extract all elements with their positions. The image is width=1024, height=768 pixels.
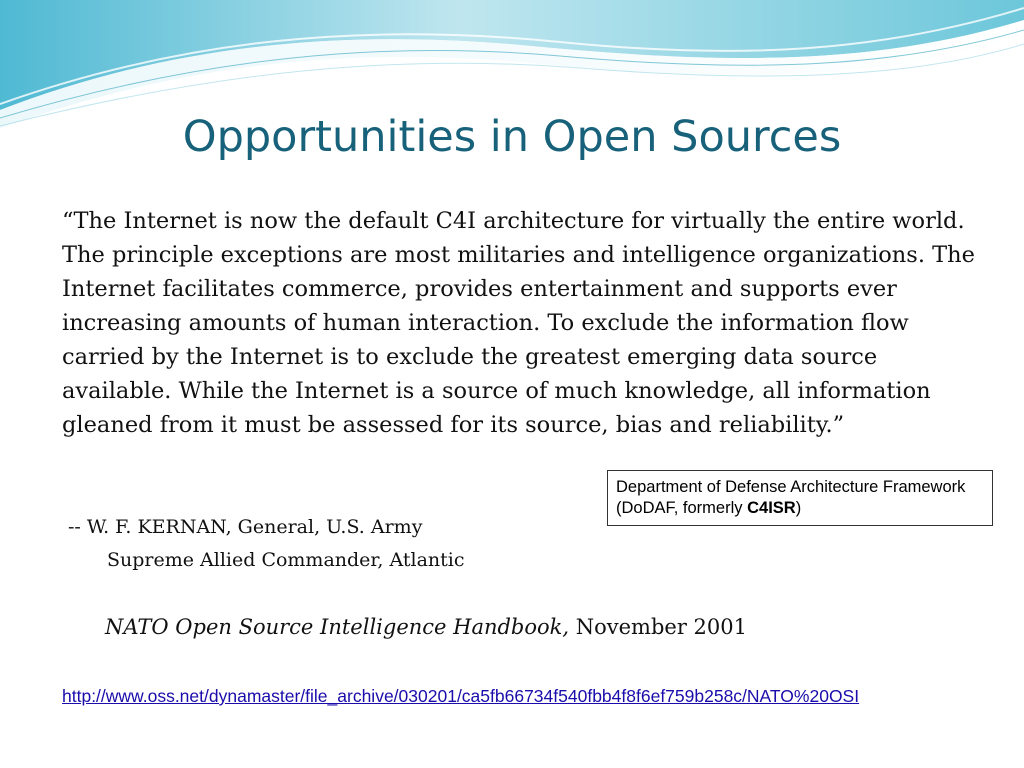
dodaf-callout-box bbox=[607, 470, 993, 526]
source-link[interactable]: http://www.oss.net/dynamaster/file_archive/030201/ca5fb66734f540fbb4f8f6ef759b258c/NATO%20OSI bbox=[62, 686, 860, 706]
attribution-name: -- W. F. KERNAN, General, U.S. Army bbox=[68, 516, 423, 538]
attribution-title: Supreme Allied Commander, Atlantic bbox=[107, 549, 465, 571]
source-date: November 2001 bbox=[569, 615, 747, 639]
callout-text: Department of Defense Architecture Framework (DoDAF, formerly bbox=[616, 478, 966, 517]
callout-closing: ) bbox=[795, 499, 802, 517]
source-citation bbox=[105, 615, 747, 639]
source-title: NATO Open Source Intelligence Handbook, bbox=[105, 615, 570, 639]
callout-bold-text: C4ISR bbox=[747, 499, 796, 517]
kernan-quote: “The Internet is now the default C4I architecture for virtually the entire world. The principle exceptions are most militaries and intelligence organizations. The Internet facilitates commerce, provides entertainment and supports ever increasing amounts of human interaction. To exclude the information flow carried by the Internet is to exclude the greatest emerging data source available. While the Internet is a source of much knowledge, all information gleaned from it must be assessed for its source, bias and reliability.” bbox=[62, 208, 975, 438]
slide-title: Opportunities in Open Sources bbox=[182, 112, 842, 162]
